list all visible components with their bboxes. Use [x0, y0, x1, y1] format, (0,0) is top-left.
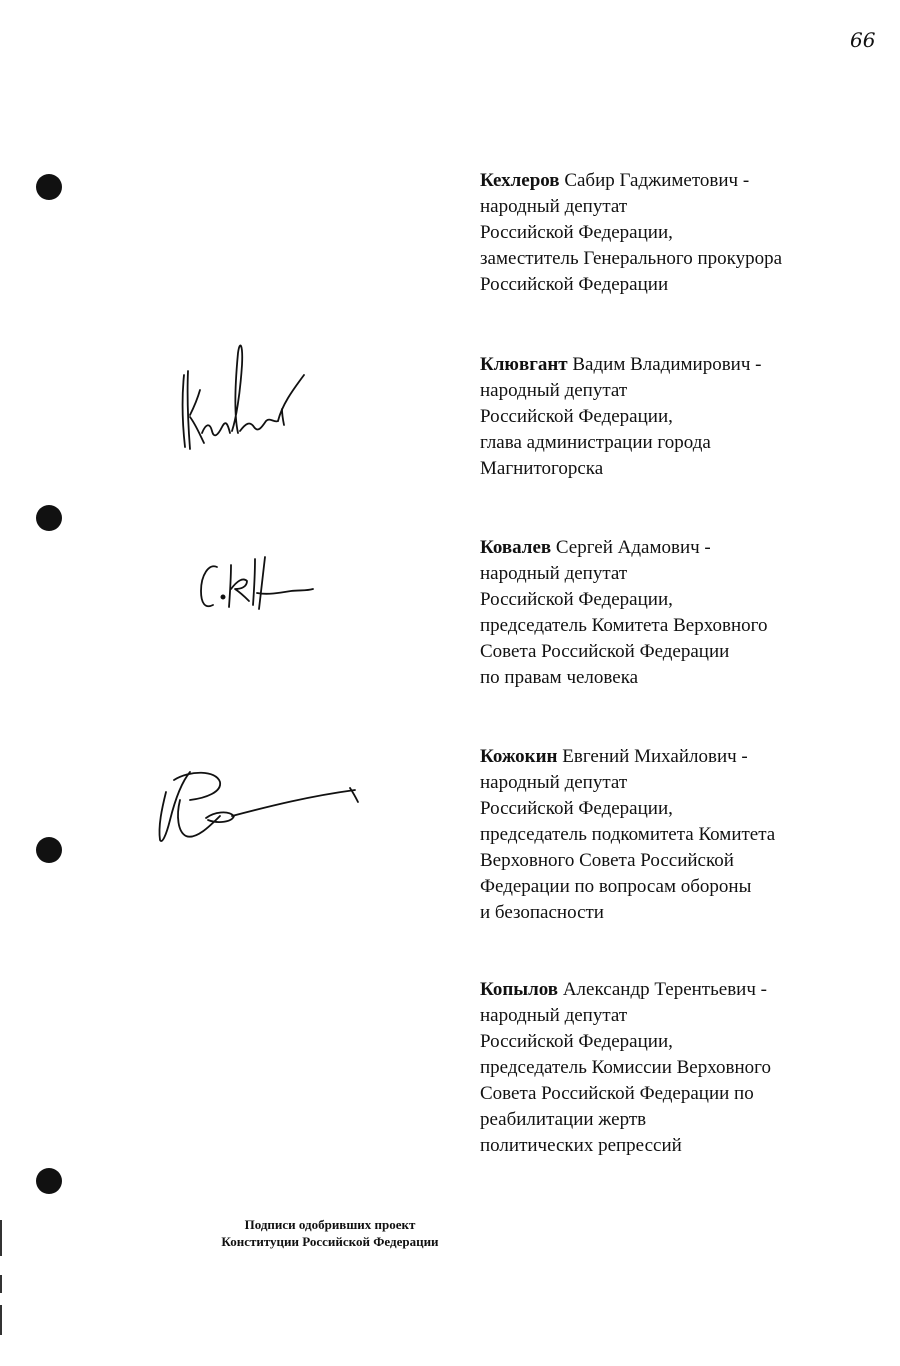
scan-edge-mark	[0, 1220, 2, 1256]
signature-kovalev	[195, 545, 320, 620]
given-names: Александр Терентьевич -	[558, 979, 767, 1000]
entry-line: народный депутат	[480, 1005, 628, 1026]
entry-line: Российской Федерации	[480, 274, 669, 295]
footer-line: Подписи одобривших проект	[244, 1217, 416, 1232]
entry-heading	[480, 535, 880, 561]
entry-line: глава администрации города	[480, 432, 711, 453]
entry-line: народный депутат	[480, 380, 628, 401]
entry-line: народный депутат	[480, 563, 628, 584]
entry-line: и безопасности	[480, 902, 604, 923]
signatory-entry	[480, 352, 880, 482]
entry-line: политических репрессий	[480, 1135, 682, 1156]
entry-line: по правам человека	[480, 667, 639, 688]
entry-line: председатель подкомитета Комитета	[480, 824, 776, 845]
entry-heading	[480, 352, 880, 378]
binder-hole	[36, 505, 62, 531]
given-names: Сергей Адамович -	[551, 537, 711, 558]
entry-line: Российской Федерации,	[480, 798, 673, 819]
entry-line: Российской Федерации,	[480, 406, 673, 427]
page-number: 66	[850, 28, 876, 52]
entry-line: Российской Федерации,	[480, 589, 673, 610]
given-names: Евгений Михайлович -	[557, 746, 748, 767]
entry-line: Магнитогорска	[480, 458, 604, 479]
entry-line: председатель Комиссии Верховного	[480, 1057, 771, 1078]
scan-edge-mark	[0, 1275, 2, 1293]
entry-line: Совета Российской Федерации	[480, 641, 730, 662]
entry-line: Российской Федерации,	[480, 222, 673, 243]
entry-line: председатель Комитета Верховного	[480, 615, 768, 636]
surname: Копылов	[480, 979, 559, 1000]
surname: Ковалев	[480, 537, 552, 558]
surname: Клювгант	[480, 354, 568, 375]
entry-heading	[480, 168, 880, 194]
entry-line: Федерации по вопросам обороны	[480, 876, 752, 897]
surname: Кожокин	[480, 746, 558, 767]
given-names: Вадим Владимирович -	[567, 354, 762, 375]
binder-hole	[36, 837, 62, 863]
entry-line: Совета Российской Федерации по	[480, 1083, 754, 1104]
footer-line: Конституции Российской Федерации	[221, 1234, 439, 1249]
signatory-entry	[480, 535, 880, 691]
entry-line: заместитель Генерального прокурора	[480, 248, 783, 269]
binder-hole	[36, 174, 62, 200]
entry-heading	[480, 977, 880, 1003]
entry-line: Верховного Совета Российской	[480, 850, 734, 871]
binder-hole	[36, 1168, 62, 1194]
signatory-entry	[480, 168, 880, 298]
given-names: Сабир Гаджиметович -	[559, 170, 750, 191]
entry-line: реабилитации жертв	[480, 1109, 647, 1130]
scan-edge-mark	[0, 1305, 2, 1335]
entry-line: Российской Федерации,	[480, 1031, 673, 1052]
signatory-entry	[480, 744, 880, 926]
signatory-entry	[480, 977, 880, 1159]
surname: Кехлеров	[480, 170, 560, 191]
entry-line: народный депутат	[480, 196, 628, 217]
entry-heading	[480, 744, 880, 770]
signature-kozhokin	[150, 760, 365, 850]
footer-caption	[170, 1216, 490, 1250]
signature-kluvgant	[170, 335, 320, 460]
entry-line: народный депутат	[480, 772, 628, 793]
